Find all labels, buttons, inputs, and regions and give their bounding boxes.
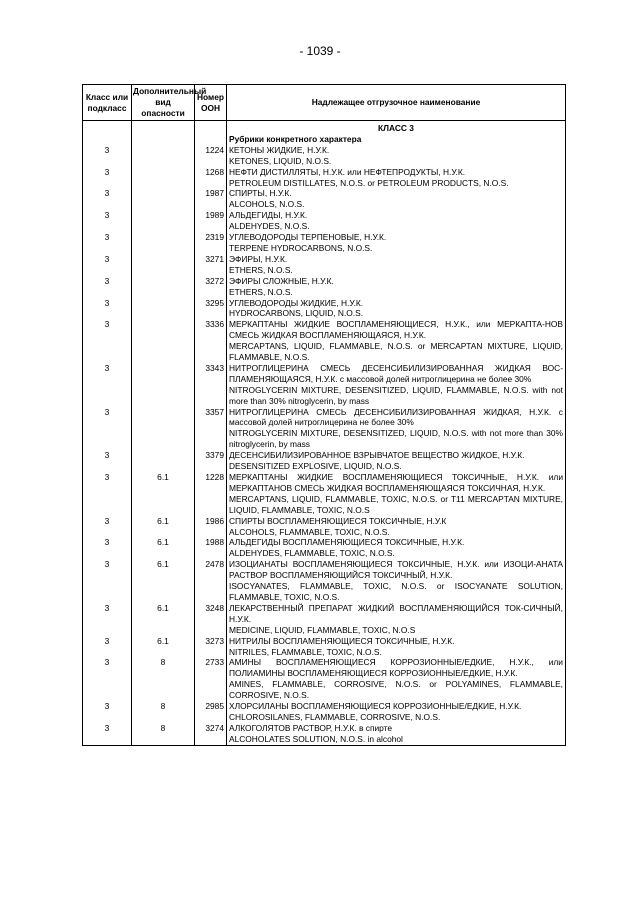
table-row [83, 537, 566, 559]
table-row [83, 701, 566, 723]
shipping-name-ru: МЕРКАПТАНЫ ЖИДКИЕ ВОСПЛАМЕНЯЮЩИЕСЯ ТОКСИЧНЫЕ, Н.У.К. или МЕРКАПТАНОВ СМЕСЬ ЖИДКАЯ ВОСПЛАМЕНЯЮЩАЯСЯ ТОКСИЧНАЯ, Н.У.К. [229, 472, 563, 493]
subsidiary-risk-cell: 6.1 [132, 559, 195, 603]
un-number-cell: 1268 [195, 167, 227, 189]
dangerous-goods-table [82, 84, 566, 746]
subsidiary-risk-cell [132, 254, 195, 276]
un-number-cell: 3379 [195, 450, 227, 472]
shipping-name-ru: СПИРТЫ ВОСПЛАМЕНЯЮЩИЕСЯ ТОКСИЧНЫЕ, Н.У.К [229, 515, 447, 526]
shipping-name-en: TERPENE HYDROCARBONS, N.O.S. [229, 242, 373, 253]
un-number-cell: 2985 [195, 701, 227, 723]
un-number-cell: 3295 [195, 298, 227, 320]
shipping-name-ru: УГЛЕВОДОРОДЫ ТЕРПЕНОВЫЕ, Н.У.К. [229, 232, 387, 243]
shipping-name-cell [227, 636, 566, 658]
table-row [83, 145, 566, 167]
shipping-name-ru: АМИНЫ ВОСПЛАМЕНЯЮЩИЕСЯ КОРРОЗИОННЫЕ/ЕДКИЕ, Н.У.К., или ПОЛИАМИНЫ ВОСПЛАМЕНЯЮЩИЕСЯ КОРРОЗИОННЫЕ/ЕДКИЕ, Н.У.К. [229, 657, 563, 679]
un-number-cell: 3272 [195, 276, 227, 298]
subsidiary-risk-cell: 6.1 [132, 516, 195, 538]
class-cell: 3 [83, 210, 132, 232]
subsidiary-risk-cell [132, 167, 195, 189]
class-cell: 3 [83, 363, 132, 407]
un-number-cell: 1988 [195, 537, 227, 559]
header-un-number: Номер ООН [195, 85, 227, 121]
section-title: Рубрики конкретного характера [229, 133, 362, 144]
shipping-name-cell [227, 276, 566, 298]
shipping-name-ru: УГЛЕВОДОРОДЫ ЖИДКИЕ, Н.У.К. [229, 297, 364, 308]
subsidiary-risk-cell: 6.1 [132, 636, 195, 658]
table-row [83, 319, 566, 363]
class-cell: 3 [83, 188, 132, 210]
shipping-name-ru: ЭФИРЫ, Н.У.К. [229, 253, 288, 264]
shipping-name-en: ALCOHOLS, FLAMMABLE, TOXIC, N.O.S. [229, 526, 390, 537]
shipping-name-cell [227, 559, 566, 603]
table-row [83, 559, 566, 603]
shipping-name-en: CHLOROSILANES, FLAMMABLE, CORROSIVE, N.O.S. [229, 711, 441, 722]
table-row [83, 254, 566, 276]
page-number: - 1039 - [299, 44, 341, 58]
subsidiary-risk-cell [132, 210, 195, 232]
shipping-name-cell [227, 701, 566, 723]
un-number-cell: 1986 [195, 516, 227, 538]
un-number-cell: 1224 [195, 145, 227, 167]
shipping-name-en: ALDEHYDES, FLAMMABLE, TOXIC, N.O.S. [229, 548, 395, 559]
class-cell: 3 [83, 657, 132, 701]
shipping-name-cell [227, 407, 566, 451]
class-cell: 3 [83, 472, 132, 516]
shipping-name-cell [227, 363, 566, 407]
table-row [83, 167, 566, 189]
header-shipping-name: Надлежащее отгрузочное наименование [227, 85, 566, 121]
shipping-name-ru: НИТРИЛЫ ВОСПЛАМЕНЯЮЩИЕСЯ ТОКСИЧНЫЕ, Н.У.К. [229, 635, 455, 646]
table-row [83, 472, 566, 516]
subsidiary-risk-cell [132, 319, 195, 363]
table-row [83, 450, 566, 472]
shipping-name-ru: АЛЬДЕГИДЫ ВОСПЛАМЕНЯЮЩИЕСЯ ТОКСИЧНЫЕ, Н.У.К. [229, 537, 465, 548]
shipping-name-cell [227, 450, 566, 472]
subsidiary-risk-cell [132, 232, 195, 254]
subsidiary-risk-cell [132, 188, 195, 210]
un-number-cell: 3271 [195, 254, 227, 276]
shipping-name-ru: ЛЕКАРСТВЕННЫЙ ПРЕПАРАТ ЖИДКИЙ ВОСПЛАМЕНЯЮЩИЙСЯ ТОК-СИЧНЫЙ, Н.У.К. [229, 602, 563, 624]
class-cell: 3 [83, 254, 132, 276]
class-cell: 3 [83, 701, 132, 723]
shipping-name-en: MERCAPTANS, LIQUID, FLAMMABLE, TOXIC, N.O.S. or T11 MERCAPTAN MIXTURE, LIQUID, FLAMMABLE, TOXIC, N.O.S [229, 493, 563, 515]
un-number-cell: 1228 [195, 472, 227, 516]
table-row [83, 298, 566, 320]
un-number-cell: 1989 [195, 210, 227, 232]
shipping-name-cell [227, 319, 566, 363]
shipping-name-en: ETHERS, N.O.S. [229, 286, 293, 297]
class-cell: 3 [83, 145, 132, 167]
shipping-name-en: AMINES, FLAMMABLE, CORROSIVE, N.O.S. or POLYAMINES, FLAMMABLE, CORROSIVE, N.O.S. [229, 679, 563, 701]
header-subsidiary-risk: Дополнительный вид опасности [132, 85, 195, 121]
shipping-name-ru: НЕФТИ ДИСТИЛЛЯТЫ, Н.У.К. или НЕФТЕПРОДУКТЫ, Н.У.К. [229, 166, 466, 177]
shipping-name-en: ALDEHYDES, N.O.S. [229, 221, 310, 232]
shipping-name-cell [227, 516, 566, 538]
shipping-name-en: MEDICINE, LIQUID, FLAMMABLE, TOXIC, N.O.S [229, 624, 416, 635]
shipping-name-cell [227, 145, 566, 167]
shipping-name-ru: НИТРОГЛИЦЕРИНА СМЕСЬ ДЕСЕНСИБИЛИЗИРОВАННАЯ ЖИДКАЯ, Н.У.К. с массовой долей нитроглицерина не более 30% [229, 406, 563, 428]
shipping-name-en: DESENSITIZED EXPLOSIVE, LIQUID, N.O.S. [229, 461, 402, 472]
shipping-name-cell [227, 167, 566, 189]
shipping-name-ru: АЛКОГОЛЯТОВ РАСТВОР, Н.У.К. в спирте [229, 722, 393, 733]
shipping-name-ru: ИЗОЦИАНАТЫ ВОСПЛАМЕНЯЮЩИЕСЯ ТОКСИЧНЫЕ, Н.У.К. или ИЗОЦИ-АНАТА РАСТВОР ВОСПЛАМЕНЯЮЩИЙСЯ ТОКСИЧНЫЙ, Н.У.К. [229, 559, 563, 581]
un-number-cell: 3274 [195, 723, 227, 745]
class-title: КЛАСС 3 [378, 123, 414, 133]
table-row [83, 603, 566, 636]
header-class: Класс или подкласс [83, 85, 132, 121]
shipping-name-cell [227, 472, 566, 516]
table-row [83, 407, 566, 451]
subsidiary-risk-cell: 6.1 [132, 537, 195, 559]
class-cell: 3 [83, 319, 132, 363]
shipping-name-en: ALCOHOLS, N.O.S. [229, 199, 305, 210]
table-row [83, 210, 566, 232]
shipping-name-ru: ХЛОРСИЛАНЫ ВОСПЛАМЕНЯЮЩИЕСЯ КОРРОЗИОННЫЕ/ЕДКИЕ, Н.У.К. [229, 701, 522, 712]
subsidiary-risk-cell: 6.1 [132, 603, 195, 636]
shipping-name-en: ISOCYANATES, FLAMMABLE, TOXIC, N.O.S. or ISOCYANATE SOLUTION, FLAMMABLE, TOXIC, N.O.S. [229, 581, 563, 602]
table-header-row [83, 85, 566, 121]
shipping-name-cell [227, 603, 566, 636]
class-cell: 3 [83, 559, 132, 603]
un-number-cell: 3336 [195, 319, 227, 363]
table-row [83, 723, 566, 745]
table-row [83, 363, 566, 407]
subsidiary-risk-cell: 8 [132, 701, 195, 723]
shipping-name-ru: ЭФИРЫ СЛОЖНЫЕ, Н.У.К. [229, 275, 334, 286]
class-cell: 3 [83, 276, 132, 298]
shipping-name-cell [227, 657, 566, 701]
subsidiary-risk-cell [132, 450, 195, 472]
shipping-name-cell [227, 723, 566, 745]
table-row [83, 188, 566, 210]
shipping-name-ru: СПИРТЫ, Н.У.К. [229, 188, 292, 199]
table-row [83, 516, 566, 538]
class-cell: 3 [83, 232, 132, 254]
table-row [83, 657, 566, 701]
class-title-row [83, 121, 566, 145]
un-number-cell: 1987 [195, 188, 227, 210]
shipping-name-en: NITROGLYCERIN MIXTURE, DESENSITIZED, LIQUID, FLAMMABLE, N.O.S. with not more than 30% nitroglycerin, by mass [229, 384, 563, 406]
shipping-name-ru: НИТРОГЛИЦЕРИНА СМЕСЬ ДЕСЕНСИБИЛИЗИРОВАННАЯ ЖИДКАЯ ВОС-ПЛАМЕНЯЮЩАЯСЯ, Н.У.К. с массовой долей нитроглицерина не более 30% [229, 362, 563, 384]
class-cell: 3 [83, 450, 132, 472]
shipping-name-ru: АЛЬДЕГИДЫ, Н.У.К. [229, 210, 308, 221]
table-row [83, 636, 566, 658]
class-cell: 3 [83, 407, 132, 451]
class-cell: 3 [83, 636, 132, 658]
shipping-name-cell [227, 232, 566, 254]
shipping-name-en: ALCOHOLATES SOLUTION, N.O.S. in alcohol [229, 733, 403, 744]
shipping-name-ru: ДЕСЕНСИБИЛИЗИРОВАННОЕ ВЗРЫВЧАТОЕ ВЕЩЕСТВО ЖИДКОЕ, Н.У.К. [229, 450, 525, 461]
class-cell: 3 [83, 298, 132, 320]
un-number-cell: 2478 [195, 559, 227, 603]
class-cell: 3 [83, 516, 132, 538]
shipping-name-en: HYDROCARBONS, LIQUID, N.O.S. [229, 308, 364, 319]
shipping-name-ru: КЕТОНЫ ЖИДКИЕ, Н.У.К. [229, 144, 330, 155]
class-cell: 3 [83, 537, 132, 559]
class-cell: 3 [83, 723, 132, 745]
class-cell: 3 [83, 167, 132, 189]
subsidiary-risk-cell: 8 [132, 723, 195, 745]
subsidiary-risk-cell: 8 [132, 657, 195, 701]
subsidiary-risk-cell [132, 407, 195, 451]
shipping-name-cell [227, 254, 566, 276]
shipping-name-en: PETROLEUM DISTILLATES, N.O.S. or PETROLEUM PRODUCTS, N.O.S. [229, 177, 509, 188]
un-number-cell: 3273 [195, 636, 227, 658]
table-row [83, 276, 566, 298]
subsidiary-risk-cell [132, 363, 195, 407]
subsidiary-risk-cell: 6.1 [132, 472, 195, 516]
shipping-name-en: NITRILES, FLAMMABLE, TOXIC, N.O.S. [229, 646, 382, 657]
table-row [83, 232, 566, 254]
un-number-cell: 3248 [195, 603, 227, 636]
un-number-cell: 2733 [195, 657, 227, 701]
shipping-name-en: ETHERS, N.O.S. [229, 264, 293, 275]
class-cell: 3 [83, 603, 132, 636]
un-number-cell: 3357 [195, 407, 227, 451]
shipping-name-cell [227, 298, 566, 320]
subsidiary-risk-cell [132, 276, 195, 298]
subsidiary-risk-cell [132, 298, 195, 320]
shipping-name-en: KETONES, LIQUID, N.O.S. [229, 155, 332, 166]
shipping-name-en: NITROGLYCERIN MIXTURE, DESENSITIZED, LIQUID, N.O.S. with not more than 30% nitroglycerin, by mass [229, 428, 563, 450]
subsidiary-risk-cell [132, 145, 195, 167]
shipping-name-ru: МЕРКАПТАНЫ ЖИДКИЕ ВОСПЛАМЕНЯЮЩИЕСЯ, Н.У.К., или МЕРКАПТА-НОВ СМЕСЬ ЖИДКАЯ ВОСПЛАМЕНЯЮЩАЯСЯ, Н.У.К. [229, 319, 563, 341]
un-number-cell: 3343 [195, 363, 227, 407]
shipping-name-cell [227, 537, 566, 559]
shipping-name-cell [227, 188, 566, 210]
shipping-name-en: MERCAPTANS, LIQUID, FLAMMABLE, N.O.S. or MERCAPTAN MIXTURE, LIQUID, FLAMMABLE, N.O.S. [229, 341, 563, 363]
shipping-name-cell [227, 210, 566, 232]
un-number-cell: 2319 [195, 232, 227, 254]
